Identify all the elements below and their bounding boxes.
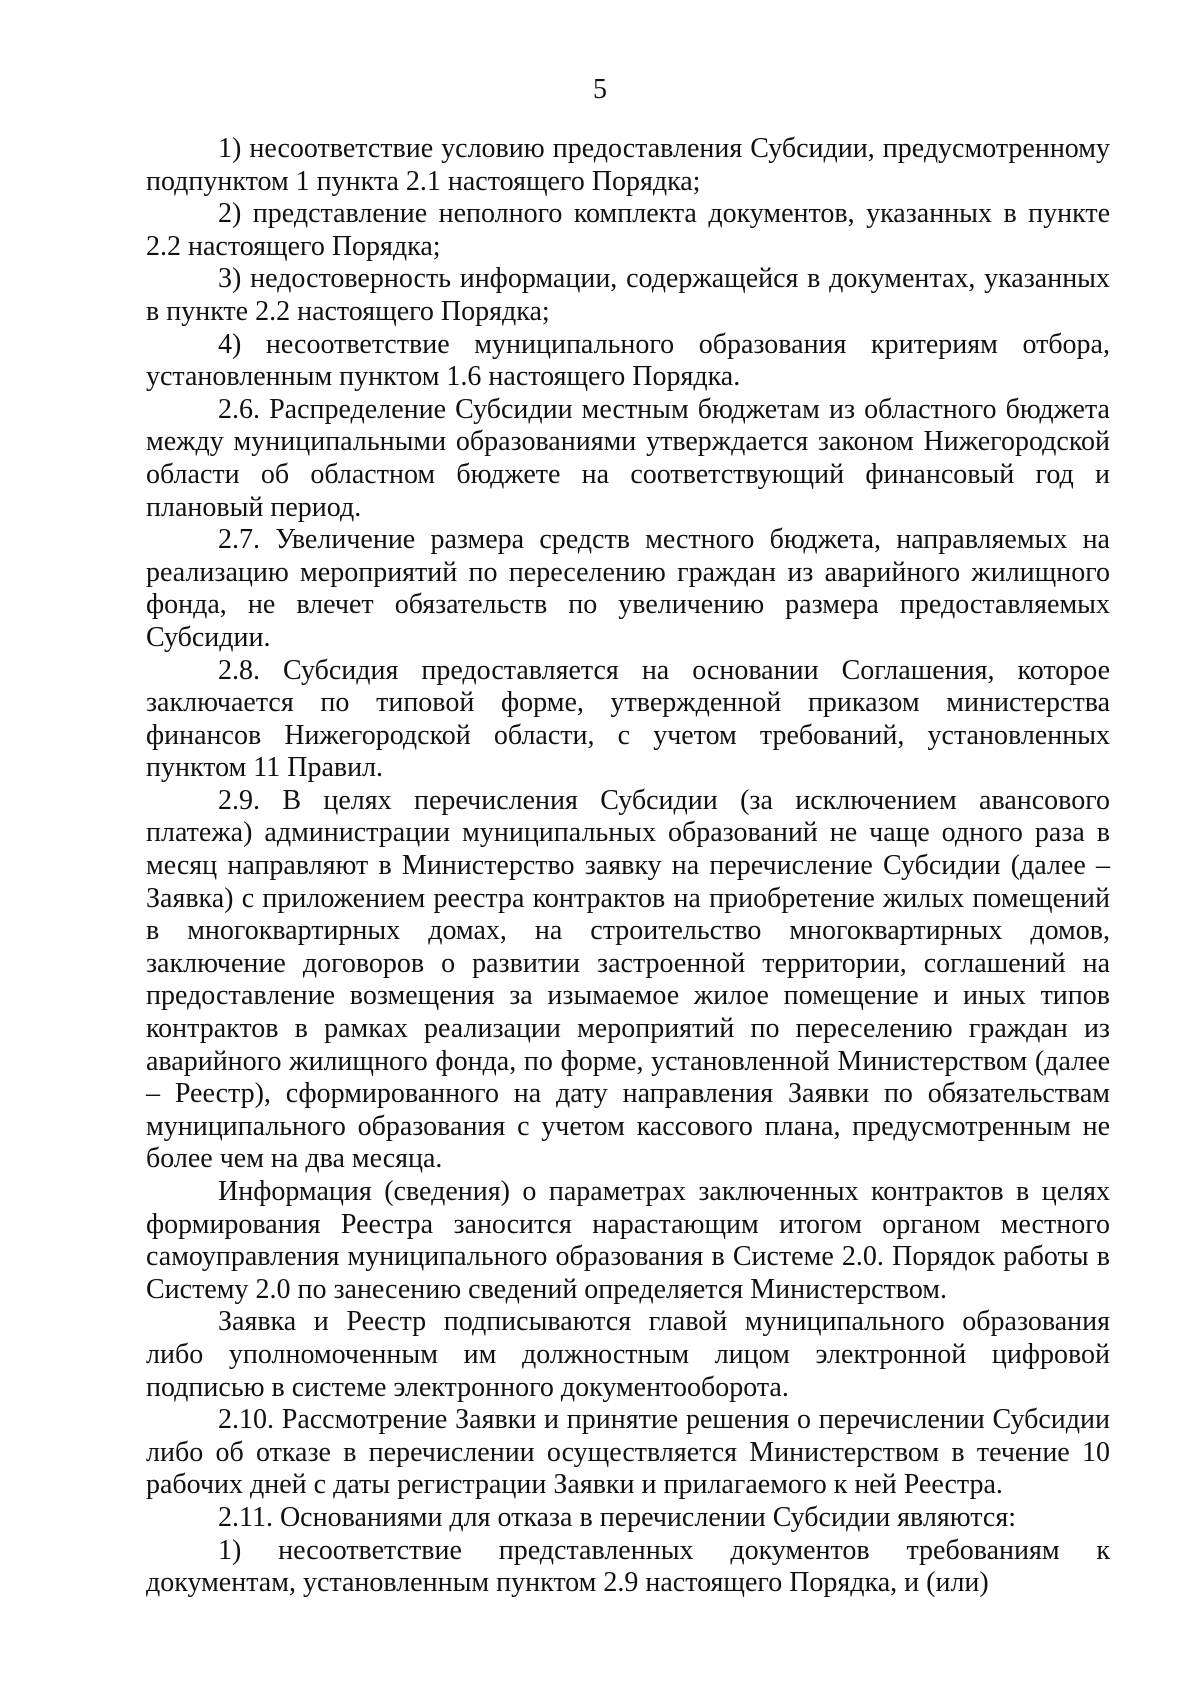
paragraph-2-9: 2.9. В целях перечисления Субсидии (за исключением авансового платежа) администрации муниципальных образований не чаще одного раза в месяц направляют в Министерство заявку на перечисление Субсидии (далее – Заявка) с приложением реестра контрактов на приобретение жилых помещений в многоквартирных домах, на строительство многоквартирных домов, заключение договоров о развитии застроенной территории, соглашений на предоставление возмещения за изымаемое жилое помещение и иных типов контрактов в рамках реализации мероприятий по переселению граждан из аварийного жилищного фонда, по форме, установленной Министерством (далее – Реестр), сформированного на дату направления Заявки по обязательствам муниципального образования с учетом кассового плана, предусмотренным не более чем на два месяца. — [146, 784, 1110, 1175]
page-number: 5 — [593, 74, 607, 105]
paragraph-registry-info: Информация (сведения) о параметрах заключенных контрактов в целях формирования Реестра заносится нарастающим итогом органом местного самоуправления муниципального образования в Системе 2.0. Порядок работы в Систему 2.0 по занесению сведений определяется Министерством. — [146, 1176, 1110, 1305]
paragraph-2-7: 2.7. Увеличение размера средств местного бюджета, направляемых на реализацию мероприятий по переселению граждан из аварийного жилищного фонда, не влечет обязательств по увеличению размера предоставляемых Субсидии. — [146, 524, 1110, 653]
paragraph-2-11: 2.11. Основаниями для отказа в перечислении Субсидии являются: — [218, 1501, 1016, 1533]
paragraph-ground-1: 1) несоответствие условию предоставления Субсидии, предусмотренному подпунктом 1 пункта 2.1 настоящего Порядка; — [146, 133, 1110, 197]
paragraph-refusal-ground-1: 1) несоответствие представленных документов требованиям к документам, установленным пунктом 2.9 настоящего Порядка, и (или) — [146, 1534, 1110, 1599]
paragraph-ground-4: 4) несоответствие муниципального образования критериям отбора, установленным пунктом 1.6 настоящего Порядка. — [146, 328, 1110, 393]
paragraph-signing: Заявка и Реестр подписываются главой муниципального образования либо уполномоченным им должностным лицом электронной цифровой подписью в системе электронного документооборота. — [146, 1306, 1110, 1403]
paragraph-2-10: 2.10. Рассмотрение Заявки и принятие решения о перечислении Субсидии либо об отказе в перечислении осуществляется Министерством в течение 10 рабочих дней с даты регистрации Заявки и прилагаемого к ней Реестра. — [146, 1404, 1110, 1501]
paragraph-2-8: 2.8. Субсидия предоставляется на основании Соглашения, которое заключается по типовой форме, утвержденной приказом министерства финансов Нижегородской области, с учетом требований, установленных пунктом 11 Правил. — [146, 654, 1110, 784]
paragraph-ground-2: 2) представление неполного комплекта документов, указанных в пункте 2.2 настоящего Порядка; — [146, 198, 1110, 262]
paragraph-ground-3: 3) недостоверность информации, содержащейся в документах, указанных в пункте 2.2 настоящего Порядка; — [146, 263, 1110, 327]
document-body — [146, 133, 1110, 1600]
paragraph-2-6: 2.6. Распределение Субсидии местным бюджетам из областного бюджета между муниципальными образованиями утверждается законом Нижегородской области об областном бюджете на соответствующий финансовый год и плановый период. — [146, 393, 1110, 523]
